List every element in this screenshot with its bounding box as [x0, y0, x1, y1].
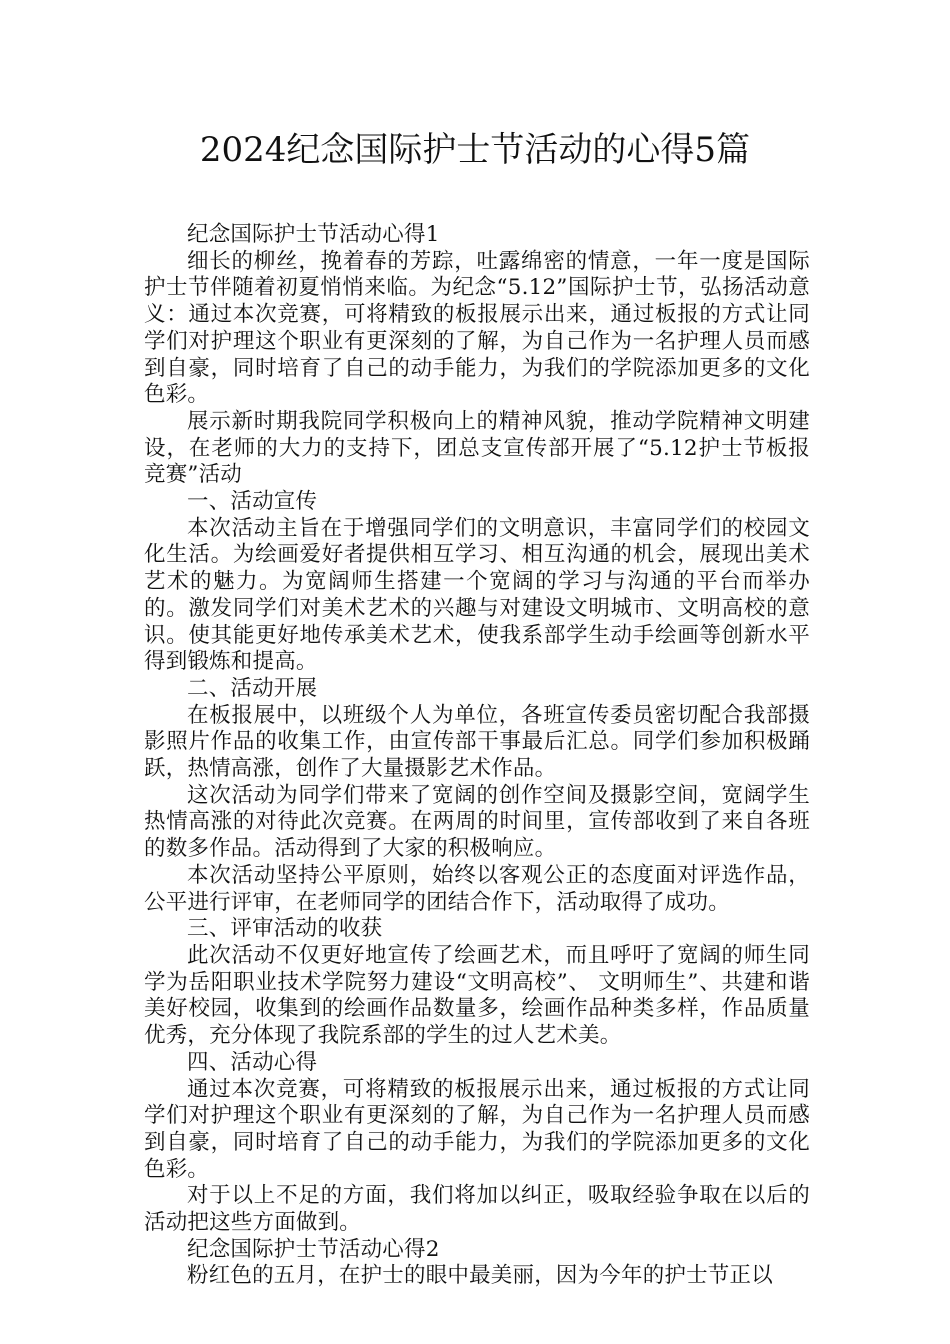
paragraph: 粉红色的五月，在护士的眼中最美丽，因为今年的护士节正以 — [187, 1263, 773, 1289]
subheading-development: 二、活动开展 — [187, 675, 318, 701]
subheading-harvest: 三、评审活动的收获 — [187, 916, 383, 942]
section-heading-2: 纪念国际护士节活动心得2 — [187, 1236, 440, 1262]
section-heading-1: 纪念国际护士节活动心得1 — [187, 222, 440, 247]
paragraph: 对于以上不足的方面，我们将加以纠正，吸取经验争取在以后的活动把这些方面做到。 — [144, 1183, 810, 1236]
subheading-publicity: 一、活动宣传 — [187, 489, 318, 515]
paragraph: 细长的柳丝，挽着春的芳踪，吐露绵密的情意，一年一度是国际护士节伴随着初夏悄悄来临。为纪念“5.12”国际护士节，弘扬活动意义：通过本次竞赛，可将精致的板报展示出来，通过板报的方式让同学们对护理这个职业有更深刻的了解，为自己作为一名护理人员而感到自豪，同时培育了自己的动手能力，为我们的学院添加更多的文化色彩。 — [144, 248, 810, 408]
paragraph: 这次活动为同学们带来了宽阔的创作空间及摄影空间，宽阔学生热情高涨的对待此次竞赛。在两周的时间里，宣传部收到了来自各班的数多作品。活动得到了大家的积极响应。 — [144, 782, 810, 862]
paragraph: 本次活动主旨在于增强同学们的文明意识，丰富同学们的校园文化生活。为绘画爱好者提供相互学习、相互沟通的机会，展现出美术艺术的魅力。为宽阔师生搭建一个宽阔的学习与沟通的平台而举办的。激发同学们对美术艺术的兴趣与对建设文明城市、文明高校的意识。使其能更好地传承美术艺术，使我系部学生动手绘画等创新水平得到锻炼和提高。 — [144, 515, 810, 675]
subheading-experience: 四、活动心得 — [187, 1049, 318, 1075]
paragraph: 本次活动坚持公平原则，始终以客观公正的态度面对评选作品，公平进行评审，在老师同学的团结合作下，活动取得了成功。 — [144, 862, 810, 915]
paragraph: 展示新时期我院同学积极向上的精神风貌，推动学院精神文明建设，在老师的大力的支持下，团总支宣传部开展了“5.12护士节板报竞赛”活动 — [144, 408, 810, 488]
document-title: 2024纪念国际护士节活动的心得5篇 — [199, 130, 751, 170]
document-body — [144, 222, 810, 1290]
paragraph: 此次活动不仅更好地宣传了绘画艺术，而且呼吁了宽阔的师生同学为岳阳职业技术学院努力建设“文明高校”、 文明师生”、共建和谐美好校园，收集到的绘画作品数量多，绘画作品种类多样，作品质量优秀，充分体现了我院系部的学生的过人艺术美。 — [144, 942, 810, 1049]
paragraph: 通过本次竞赛，可将精致的板报展示出来，通过板报的方式让同学们对护理这个职业有更深刻的了解，为自己作为一名护理人员而感到自豪，同时培育了自己的动手能力，为我们的学院添加更多的文化色彩。 — [144, 1076, 810, 1182]
paragraph: 在板报展中，以班级个人为单位，各班宣传委员密切配合我部摄影照片作品的收集工作，由宣传部干事最后汇总。同学们参加积极踊跃，热情高涨，创作了大量摄影艺术作品。 — [144, 702, 810, 782]
